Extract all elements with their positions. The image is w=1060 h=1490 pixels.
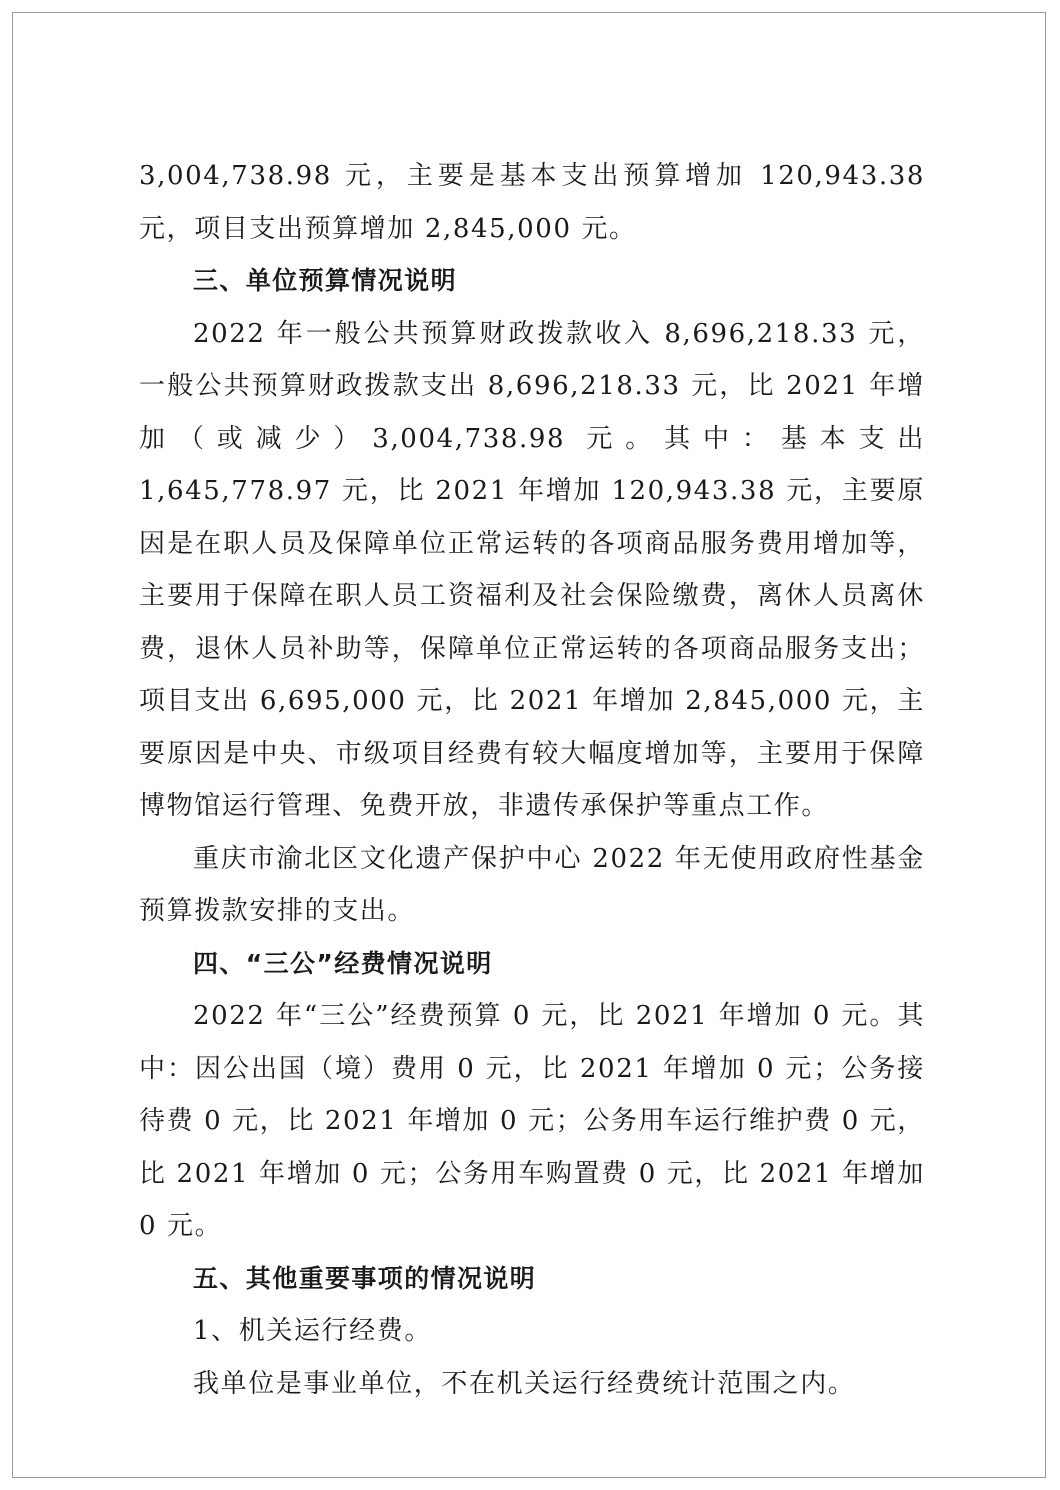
document-body <box>139 150 925 1410</box>
document-page <box>12 12 1046 1478</box>
budget-paragraph: 2022 年一般公共预算财政拨款收入 8,696,218.33 元，一般公共预算财政拨款支出 8,696,218.33 元，比 2021 年增加（或减少）3,004,738.98 元。其中：基本支出 1,645,778.97 元，比 2021 年增加 120,943.38 元，主要原因是在职人员及保障单位正常运转的各项商品服务费用增加等，主要用于保障在职人员工资福利及社会保险缴费，离休人员离休费，退休人员补助等，保障单位正常运转的各项商品服务支出；项目支出 6,695,000 元，比 2021 年增加 2,845,000 元，主要原因是中央、市级项目经费有较大幅度增加等，主要用于保障博物馆运行管理、免费开放，非遗传承保护等重点工作。 <box>139 318 925 821</box>
three-public-paragraph: 2022 年“三公”经费预算 0 元，比 2021 年增加 0 元。其中：因公出国（境）费用 0 元，比 2021 年增加 0 元；公务接待费 0 元，比 2021 年增加 0 元；公务用车运行维护费 0 元，比 2021 年增加 0 元；公务用车购置费 0 元，比 2021 年增加 0 元。 <box>139 1001 925 1241</box>
continuation-paragraph: 3,004,738.98 元，主要是基本支出预算增加 120,943.38 元，项目支出预算增加 2,845,000 元。 <box>139 161 925 244</box>
subsection-item-1: 1、机关运行经费。 <box>193 1316 432 1346</box>
section-heading-5: 五、其他重要事项的情况说明 <box>193 1263 537 1293</box>
section-heading-3: 三、单位预算情况说明 <box>193 266 458 295</box>
fund-paragraph: 重庆市渝北区文化遗产保护中心 2022 年无使用政府性基金预算拨款安排的支出。 <box>139 843 925 926</box>
section-heading-4: 四、“三公”经费情况说明 <box>193 948 493 978</box>
operating-expense-paragraph: 我单位是事业单位，不在机关运行经费统计范围之内。 <box>193 1368 856 1399</box>
